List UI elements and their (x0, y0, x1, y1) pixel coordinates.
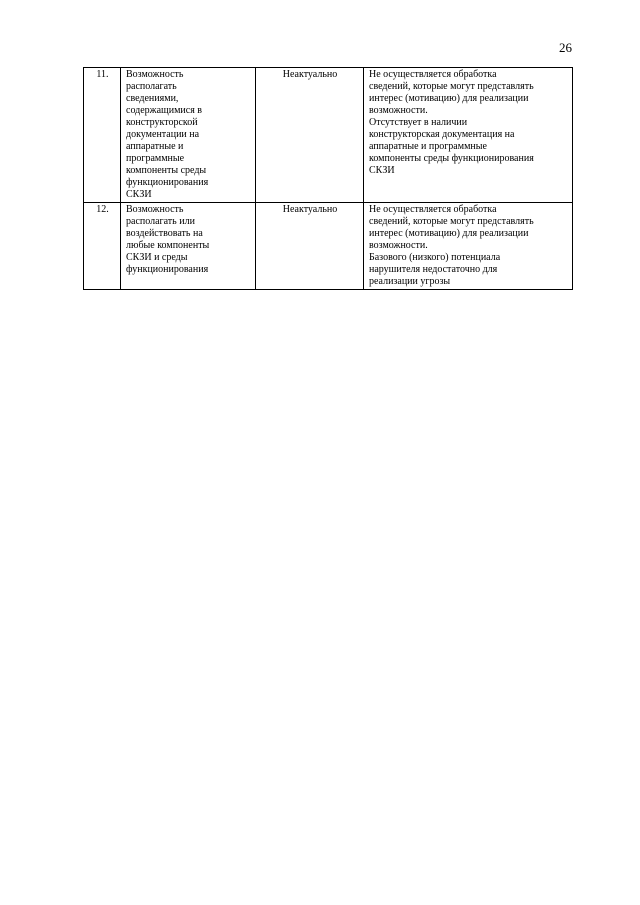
justification-line: Отсутствует в наличии (369, 117, 468, 128)
justification-cell (364, 68, 573, 203)
table-row (84, 203, 573, 290)
threat-capability-table (83, 67, 573, 290)
capability-line: конструкторской (126, 117, 198, 128)
capability-cell (121, 203, 256, 290)
capability-line: функционирования (126, 264, 209, 275)
row-number: 11. (84, 68, 121, 203)
capability-line: компоненты среды (126, 165, 207, 176)
justification-line: интерес (мотивацию) для реализации (369, 93, 529, 104)
capability-line: СКЗИ (126, 189, 152, 200)
justification-line: конструкторская документация на (369, 129, 515, 140)
justification-line: возможности. (369, 105, 428, 116)
justification-line: компоненты среды функционирования (369, 153, 534, 164)
capability-cell (121, 68, 256, 203)
capability-line: документации на (126, 129, 200, 140)
capability-line: располагать (126, 81, 177, 92)
justification-line: СКЗИ (369, 165, 395, 176)
capability-line: СКЗИ и среды (126, 252, 188, 263)
capability-line: любые компоненты (126, 240, 210, 251)
relevance-status: Неактуально (256, 68, 364, 203)
capability-line: программные (126, 153, 185, 164)
justification-line: сведений, которые могут представлять (369, 81, 534, 92)
justification-line: Не осуществляется обработка (369, 69, 497, 80)
justification-cell (364, 203, 573, 290)
capability-line: воздействовать на (126, 228, 203, 239)
justification-line: возможности. (369, 240, 428, 251)
capability-line: содержащимися в (126, 105, 203, 116)
justification-line: интерес (мотивацию) для реализации (369, 228, 529, 239)
row-number: 12. (84, 203, 121, 290)
table-row (84, 68, 573, 203)
justification-line: аппаратные и программные (369, 141, 487, 152)
capability-line: располагать или (126, 216, 195, 227)
relevance-status: Неактуально (256, 203, 364, 290)
capability-line: Возможность (126, 69, 184, 80)
capability-line: функционирования (126, 177, 209, 188)
capability-line: сведениями, (126, 93, 179, 104)
justification-line: сведений, которые могут представлять (369, 216, 534, 227)
capability-line: Возможность (126, 204, 184, 215)
justification-line: нарушителя недостаточно для (369, 264, 498, 275)
justification-line: реализации угрозы (369, 276, 451, 287)
justification-line: Базового (низкого) потенциала (369, 252, 501, 263)
page-number: 26 (559, 40, 572, 55)
capability-line: аппаратные и (126, 141, 184, 152)
justification-line: Не осуществляется обработка (369, 204, 497, 215)
